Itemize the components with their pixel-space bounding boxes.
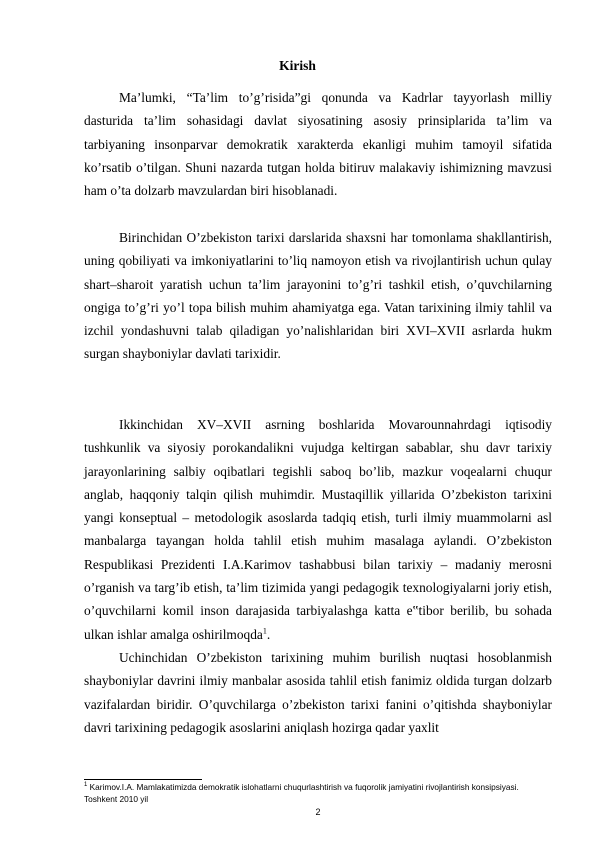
paragraph-3-text: Ikkinchidan XV–XVII asrning boshlarida Movarounnahrdagi iqtisodiy tushkunlik va siyosiy porokandalikni vujudga keltirgan sabablar, shu davr tarixiy jarayonlarining salbiy oqibatlari tegishli saboq bo’lib, mazkur voqealarni chuqur anglab, haqqoniy talqin qilish muhimdir. Mustaqillik yillarida O’zbekiston tarixini yangi konseptual – metodologik asoslarda tadqiq etish, turli ilmiy muammolarni asl manbalarga tayangan holda tahlil etish muhim masalaga aylandi. O’zbekiston Respublikasi Prezidenti I.A.Karimov tashabbusi bilan tarixiy – madaniy merosni o’rganish va targ’ib etish, ta’lim tizimida yangi pedagogik texnologiyalarni joriy etish, o’quvchilarni komil inson darajasida tarbiyalashga katta e‟tibor berilib, bu sohada ulkan ishlar amalga oshirilmoqda [84,417,552,642]
paragraph-1: Ma’lumki, “Ta’lim to’g’risida”gi qonunda va Kadrlar tayyorlash milliy dasturida ta’lim sohasidagi davlat siyosatining asosiy prinsiplarida ta’lim va tarbiyaning insonparvar demokratik xarakterda ekanligi muhim tamoyil sifatida ko’rsatib o’tilgan. Shuni nazarda tutgan holda bitiruv malakaviy ishimizning mavzusi ham o’ta dolzarb mavzulardan biri hisoblanadi. [84,90,552,199]
footnote-marker: 1 [84,782,88,789]
paragraph-2: Birinchidan O’zbekiston tarixi darslarida shaxsni har tomonlama shakllantirish, uning qobiliyati va imkoniyatlarini to’liq namoyon etish va rivojlantirish uchun qulay shart–sharoit yaratish uchun ta’lim jarayonini to’g’ri tashkil etish, o’quvchilarning ongiga to’g’ri yo’l topa bilish muhim ahamiyatga ega. Vatan tarixining ilmiy tahlil va izchil yondashuvni talab qiladigan yo’nalishlaridan biri XVI–XVII asrlarda hukm surgan shayboniylar davlati tarixidir. [84,230,552,362]
footnote-reference[interactable]: 1 [262,626,267,636]
footnote-separator [84,779,202,780]
paragraph-3-end-period: . [266,626,271,642]
paragraph-4: Uchinchidan O’zbekiston tarixining muhim burilish nuqtasi hosoblanmish shayboniylar davrini ilmiy manbalar asosida tahlil etish fanimiz oldida turgan dolzarb vazifalardan biridir. O’quvchilarga o’zbekiston tarixi fanini o’qitishda shayboniylar davri tarixining pedagogik asoslarini aniqlash hozirga qadar yaxlit [84,650,552,735]
page-number: 2 [315,807,321,817]
footnote [84,782,552,805]
paragraph-3 [84,413,552,646]
section-heading: Kirish [279,58,316,73]
footnote-text: Karimov.I.A. Mamlakatimizda demokratik islohatlarni chuqurlashtirish va fuqorolik jamiyatini rivojlantirish konsipsiyasi. Toshkent 2010 yil [84,782,519,804]
